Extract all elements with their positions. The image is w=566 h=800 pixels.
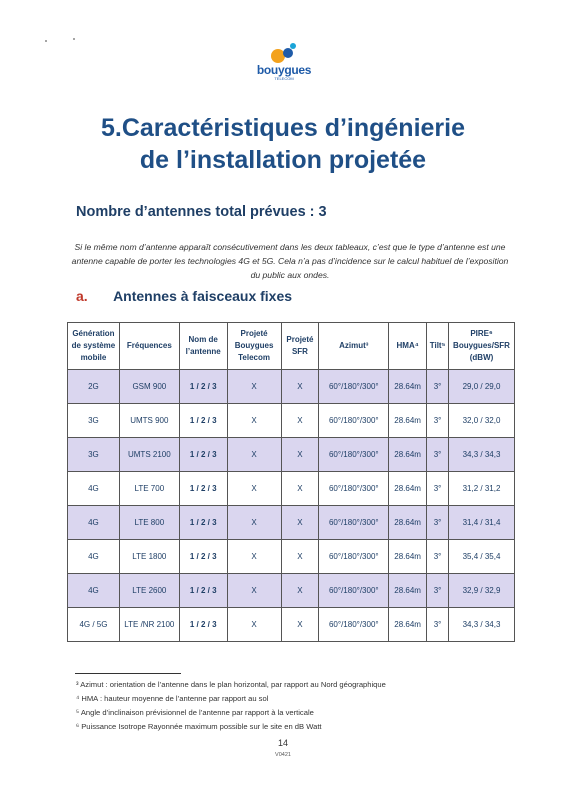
cell-frequency: LTE /NR 2100 bbox=[119, 608, 179, 642]
cell-generation: 4G bbox=[68, 506, 120, 540]
cell-hma: 28.64m bbox=[389, 404, 427, 438]
section-heading bbox=[76, 288, 292, 304]
cell-frequency: GSM 900 bbox=[119, 370, 179, 404]
header-frequencies: Fréquences bbox=[119, 323, 179, 370]
cell-tilt: 3° bbox=[427, 438, 449, 472]
table-header-row bbox=[68, 323, 515, 370]
cell-azimut: 60°/180°/300° bbox=[319, 370, 389, 404]
page-title bbox=[0, 112, 566, 176]
page-number: 14 bbox=[277, 738, 288, 748]
cell-sfr: X bbox=[281, 370, 319, 404]
cell-pire: 31,4 / 31,4 bbox=[449, 506, 515, 540]
cell-azimut: 60°/180°/300° bbox=[319, 472, 389, 506]
cell-sfr: X bbox=[281, 540, 319, 574]
cell-tilt: 3° bbox=[427, 574, 449, 608]
scan-speck bbox=[45, 40, 47, 42]
cell-sfr: X bbox=[281, 506, 319, 540]
cell-frequency: LTE 700 bbox=[119, 472, 179, 506]
cell-tilt: 3° bbox=[427, 472, 449, 506]
explanatory-note: Si le même nom d’antenne apparaît consécutivement dans les deux tableaux, c’est que le type d’antenne est une antenne capable de porter les technologies 4G et 5G. Cela n’a pas d’incidence sur le calcul habituel de l’exposition du public aux ondes. bbox=[71, 242, 509, 280]
cell-frequency: LTE 2600 bbox=[119, 574, 179, 608]
cell-antenna: 1 / 2 / 3 bbox=[179, 608, 227, 642]
cell-tilt: 3° bbox=[427, 506, 449, 540]
cell-tilt: 3° bbox=[427, 404, 449, 438]
cell-sfr: X bbox=[281, 438, 319, 472]
antenna-count-heading: Nombre d’antennes total prévues : 3 bbox=[76, 204, 327, 220]
footnote-tilt: ⁵ Angle d’inclinaison prévisionnel de l’antenne par rapport à la verticale bbox=[76, 708, 314, 717]
table-row bbox=[68, 506, 515, 540]
cell-bouygues: X bbox=[227, 608, 281, 642]
footnote-hma: ⁴ HMA : hauteur moyenne de l’antenne par rapport au sol bbox=[76, 694, 269, 703]
cell-pire: 34,3 / 34,3 bbox=[449, 438, 515, 472]
table-row bbox=[68, 472, 515, 506]
header-antenna-name: Nom de l’antenne bbox=[179, 323, 227, 370]
cell-bouygues: X bbox=[227, 438, 281, 472]
version-label: V0421 bbox=[275, 752, 291, 758]
cell-frequency: LTE 800 bbox=[119, 506, 179, 540]
cell-frequency: LTE 1800 bbox=[119, 540, 179, 574]
footnote-divider bbox=[75, 673, 181, 674]
bouygues-logo bbox=[248, 42, 320, 81]
cell-azimut: 60°/180°/300° bbox=[319, 438, 389, 472]
cell-bouygues: X bbox=[227, 370, 281, 404]
cell-sfr: X bbox=[281, 608, 319, 642]
section-number: a. bbox=[76, 288, 88, 304]
table-row bbox=[68, 540, 515, 574]
footnote-azimut: ³ Azimut : orientation de l’antenne dans le plan horizontal, par rapport au Nord géographique bbox=[76, 680, 386, 689]
cell-hma: 28.64m bbox=[389, 608, 427, 642]
footnote-pire: ⁶ Puissance Isotrope Rayonnée maximum possible sur le site en dB Watt bbox=[76, 722, 322, 731]
cell-hma: 28.64m bbox=[389, 574, 427, 608]
cell-hma: 28.64m bbox=[389, 370, 427, 404]
cell-generation: 2G bbox=[68, 370, 120, 404]
cell-azimut: 60°/180°/300° bbox=[319, 540, 389, 574]
cell-azimut: 60°/180°/300° bbox=[319, 574, 389, 608]
cell-sfr: X bbox=[281, 472, 319, 506]
header-sfr: Projeté SFR bbox=[281, 323, 319, 370]
table-row bbox=[68, 574, 515, 608]
cell-tilt: 3° bbox=[427, 540, 449, 574]
cell-azimut: 60°/180°/300° bbox=[319, 404, 389, 438]
scan-speck bbox=[73, 38, 75, 40]
cell-sfr: X bbox=[281, 574, 319, 608]
cell-bouygues: X bbox=[227, 472, 281, 506]
cell-antenna: 1 / 2 / 3 bbox=[179, 438, 227, 472]
header-bouygues: Projeté Bouygues Telecom bbox=[227, 323, 281, 370]
cell-generation: 4G bbox=[68, 472, 120, 506]
cell-pire: 32,0 / 32,0 bbox=[449, 404, 515, 438]
logo-bubbles-icon bbox=[269, 42, 299, 64]
cell-generation: 4G / 5G bbox=[68, 608, 120, 642]
cell-bouygues: X bbox=[227, 574, 281, 608]
cell-bouygues: X bbox=[227, 506, 281, 540]
header-pire: PIRE⁶ Bouygues/SFR (dBW) bbox=[449, 323, 515, 370]
cell-hma: 28.64m bbox=[389, 506, 427, 540]
cell-hma: 28.64m bbox=[389, 540, 427, 574]
header-tilt: Tilt⁵ bbox=[427, 323, 449, 370]
cell-hma: 28.64m bbox=[389, 472, 427, 506]
cell-pire: 34,3 / 34,3 bbox=[449, 608, 515, 642]
cell-pire: 29,0 / 29,0 bbox=[449, 370, 515, 404]
cell-antenna: 1 / 2 / 3 bbox=[179, 540, 227, 574]
title-line-1: 5.Caractéristiques d’ingénierie bbox=[100, 114, 466, 142]
cell-antenna: 1 / 2 / 3 bbox=[179, 404, 227, 438]
cell-generation: 3G bbox=[68, 404, 120, 438]
cell-sfr: X bbox=[281, 404, 319, 438]
cell-tilt: 3° bbox=[427, 370, 449, 404]
logo-sub-text: TELECOM bbox=[274, 76, 294, 81]
cell-frequency: UMTS 2100 bbox=[119, 438, 179, 472]
cell-azimut: 60°/180°/300° bbox=[319, 506, 389, 540]
cell-antenna: 1 / 2 / 3 bbox=[179, 506, 227, 540]
cell-antenna: 1 / 2 / 3 bbox=[179, 574, 227, 608]
cell-bouygues: X bbox=[227, 404, 281, 438]
cell-antenna: 1 / 2 / 3 bbox=[179, 370, 227, 404]
table-row bbox=[68, 608, 515, 642]
cell-hma: 28.64m bbox=[389, 438, 427, 472]
table-row bbox=[68, 404, 515, 438]
cell-frequency: UMTS 900 bbox=[119, 404, 179, 438]
section-label: Antennes à faisceaux fixes bbox=[113, 288, 293, 304]
cell-antenna: 1 / 2 / 3 bbox=[179, 472, 227, 506]
header-hma: HMA⁴ bbox=[389, 323, 427, 370]
cell-tilt: 3° bbox=[427, 608, 449, 642]
cell-pire: 35,4 / 35,4 bbox=[449, 540, 515, 574]
cell-generation: 4G bbox=[68, 540, 120, 574]
header-azimut: Azimut³ bbox=[319, 323, 389, 370]
antenna-table bbox=[67, 322, 515, 642]
table-row bbox=[68, 438, 515, 472]
cell-generation: 3G bbox=[68, 438, 120, 472]
title-line-2: de l’installation projetée bbox=[139, 146, 427, 174]
cell-bouygues: X bbox=[227, 540, 281, 574]
cell-pire: 31,2 / 31,2 bbox=[449, 472, 515, 506]
cell-azimut: 60°/180°/300° bbox=[319, 608, 389, 642]
cell-generation: 4G bbox=[68, 574, 120, 608]
header-generation: Génération de système mobile bbox=[68, 323, 120, 370]
cell-pire: 32,9 / 32,9 bbox=[449, 574, 515, 608]
logo-brand-text: bouygues bbox=[256, 63, 312, 77]
table-row bbox=[68, 370, 515, 404]
